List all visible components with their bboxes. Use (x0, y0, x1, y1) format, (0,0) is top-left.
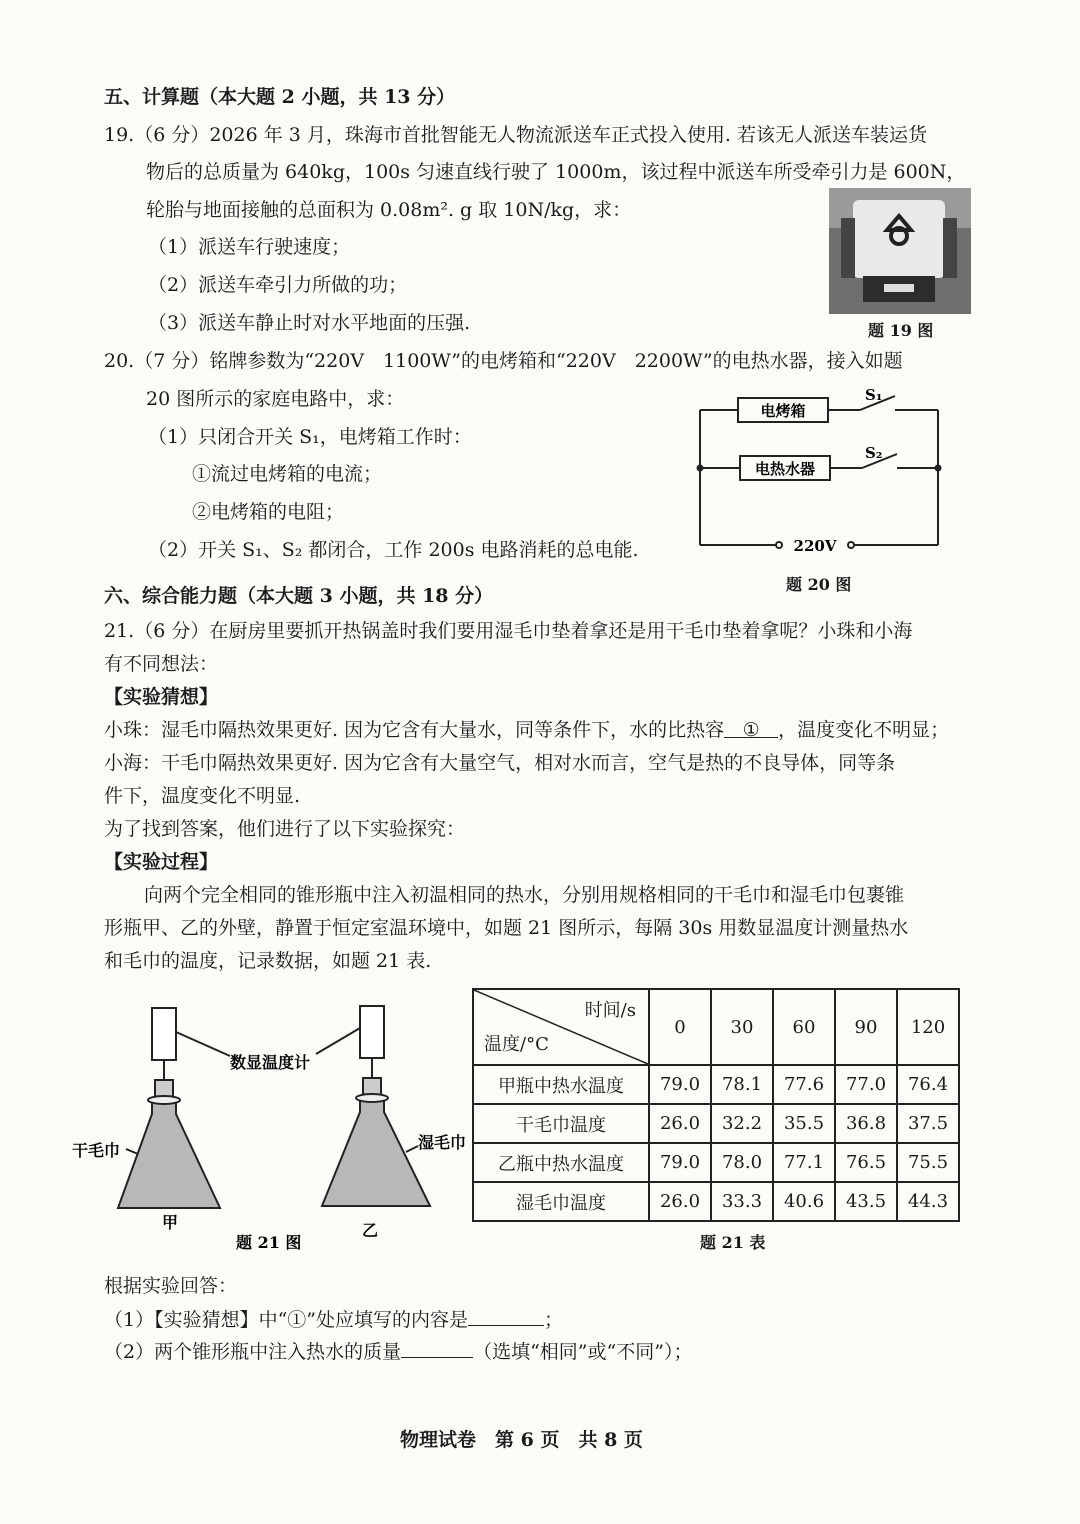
table-row (473, 1104, 959, 1143)
table-cell: 32.2 (711, 1104, 773, 1143)
table-header-cell: 60 (773, 989, 835, 1065)
section6-title: 六、综合能力题（本大题 3 小题，共 18 分） (104, 585, 494, 607)
q21-hai-line: 小海：干毛巾隔热效果更好. 因为它含有大量空气，相对水而言，空气是热的不良导体，同等条 (104, 752, 896, 774)
table-cell: 33.3 (711, 1182, 773, 1221)
row-label: 湿毛巾温度 (473, 1182, 649, 1221)
circuit-oven-label: 电烤箱 (760, 402, 806, 420)
q21-table-caption: 题 21 表 (700, 1233, 766, 1252)
circuit-source-label: 220V (793, 537, 837, 555)
q21-intro-line: 为了找到答案，他们进行了以下实验探究： (104, 818, 466, 840)
q21-answer-1-text: （1）【实验猜想】中“①”处应填写的内容是 (104, 1309, 469, 1331)
q21-heading-hypothesis: 【实验猜想】 (104, 686, 219, 708)
q19-sub3: （3）派送车静止时对水平地面的压强. (148, 312, 471, 334)
flask-jia-label: 甲 (162, 1213, 179, 1232)
q21-zhu-text-end: ，温度变化不明显； (778, 719, 950, 741)
q20-line2: 20 图所示的家庭电路中，求： (146, 388, 405, 410)
header-temp: 温度/°C (484, 1034, 549, 1055)
q20-sub2: （2）开关 S₁、S₂ 都闭合，工作 200s 电路消耗的总电能. (148, 539, 639, 561)
q21-hai-line2: 件下，温度变化不明显. (104, 785, 301, 807)
table-cell: 44.3 (897, 1182, 959, 1221)
table-row (473, 1065, 959, 1104)
q21-answer-1 (104, 1305, 563, 1333)
wet-towel-label: 湿毛巾 (418, 1133, 467, 1152)
table-cell: 77.0 (835, 1065, 897, 1104)
circuit-s2-label: S₂ (865, 444, 883, 462)
table-cell: 43.5 (835, 1182, 897, 1221)
q19-line2: 物后的总质量为 640kg，100s 匀速直线行驶了 1000m，该过程中派送车所受牵引力是 600N， (146, 161, 966, 183)
circuit-diagram (690, 380, 950, 560)
data-table (472, 988, 960, 1222)
delivery-vehicle-photo (829, 188, 971, 314)
table-cell: 77.6 (773, 1065, 835, 1104)
q20-sub1a: ①流过电烤箱的电流； (192, 463, 383, 485)
q21-process-line1: 向两个完全相同的锥形瓶中注入初温相同的热水，分别用规格相同的干毛巾和湿毛巾包裹锥 (144, 884, 905, 906)
q21-zhu-line (104, 717, 949, 743)
thermometer-label: 数显温度计 (230, 1053, 311, 1072)
q19-line1: 19.（6 分）2026 年 3 月，珠海市首批智能无人物流派送车正式投入使用. 若该无人派送车装运货 (104, 124, 927, 146)
q21-figure-caption: 题 21 图 (236, 1233, 302, 1252)
q21-line1: 21.（6 分）在厨房里要抓开热锅盖时我们要用湿毛巾垫着拿还是用干毛巾垫着拿呢？小珠和小海 (104, 620, 913, 642)
q21-line2: 有不同想法： (104, 653, 219, 675)
table-row (473, 1182, 959, 1221)
table-cell: 76.5 (835, 1143, 897, 1182)
table-header-cell: 120 (897, 989, 959, 1065)
q20-sub1: （1）只闭合开关 S₁，电烤箱工作时： (148, 426, 472, 448)
q21-answer-2-end: （选填“相同”或“不同”）； (473, 1341, 693, 1363)
table-cell: 79.0 (649, 1065, 711, 1104)
q21-answer-1-blank[interactable] (468, 1305, 544, 1326)
dry-towel-label: 干毛巾 (72, 1141, 121, 1160)
section5-title: 五、计算题（本大题 2 小题，共 13 分） (104, 86, 456, 108)
q21-answer-2-blank[interactable] (401, 1337, 473, 1358)
table-cell: 78.1 (711, 1065, 773, 1104)
table-header-cell: 30 (711, 989, 773, 1065)
q21-answer-2 (104, 1337, 692, 1365)
row-label: 干毛巾温度 (473, 1104, 649, 1143)
circuit-s1-label: S₁ (865, 386, 883, 404)
table-cell: 40.6 (773, 1182, 835, 1221)
row-label: 甲瓶中热水温度 (473, 1065, 649, 1104)
q21-blank-1-mark: ① (742, 719, 760, 741)
table-cell: 79.0 (649, 1143, 711, 1182)
flask-yi-label: 乙 (362, 1221, 379, 1240)
table-cell: 76.4 (897, 1065, 959, 1104)
circuit-heater-label: 电热水器 (754, 460, 816, 478)
table-row (473, 1143, 959, 1182)
table-cell: 26.0 (649, 1104, 711, 1143)
q19-figure-caption: 题 19 图 (868, 321, 934, 340)
q21-answer-2-text: （2）两个锥形瓶中注入热水的质量 (104, 1341, 402, 1363)
q21-answer-1-end: ； (544, 1309, 564, 1331)
table-cell: 77.1 (773, 1143, 835, 1182)
q19-sub1: （1）派送车行驶速度； (148, 236, 351, 258)
flask-figure (60, 996, 480, 1258)
q21-answer-intro: 根据实验回答： (104, 1275, 238, 1297)
q21-zhu-text: 小珠：湿毛巾隔热效果更好. 因为它含有大量水，同等条件下，水的比热容 (104, 719, 725, 741)
q21-process-line2: 形瓶甲、乙的外壁，静置于恒定室温环境中，如题 21 图所示，每隔 30s 用数显温度计测量热水 (104, 917, 909, 939)
header-time: 时间/s (584, 1000, 636, 1021)
q20-sub1b: ②电烤箱的电阻； (192, 501, 345, 523)
table-cell: 78.0 (711, 1143, 773, 1182)
table-header-row (473, 989, 959, 1065)
q21-heading-process: 【实验过程】 (104, 851, 219, 873)
q20-figure-caption: 题 20 图 (786, 575, 852, 594)
q21-process-line3: 和毛巾的温度，记录数据，如题 21 表. (104, 950, 432, 972)
table-header-diagonal (473, 989, 649, 1065)
q19-line3: 轮胎与地面接触的总面积为 0.08m². g 取 10N/kg，求： (146, 199, 632, 221)
row-label: 乙瓶中热水温度 (473, 1143, 649, 1182)
table-header-cell: 0 (649, 989, 711, 1065)
table-cell: 37.5 (897, 1104, 959, 1143)
table-header-cell: 90 (835, 989, 897, 1065)
table-cell: 75.5 (897, 1143, 959, 1182)
q20-line1: 20.（7 分）铭牌参数为“220V 1100W”的电烤箱和“220V 2200W”的电热水器，接入如题 (104, 350, 903, 372)
page-footer: 物理试卷 第 6 页 共 8 页 (400, 1429, 643, 1451)
table-cell: 36.8 (835, 1104, 897, 1143)
q21-blank-1 (724, 717, 778, 741)
table-cell: 35.5 (773, 1104, 835, 1143)
q19-sub2: （2）派送车牵引力所做的功； (148, 274, 408, 296)
table-cell: 26.0 (649, 1182, 711, 1221)
